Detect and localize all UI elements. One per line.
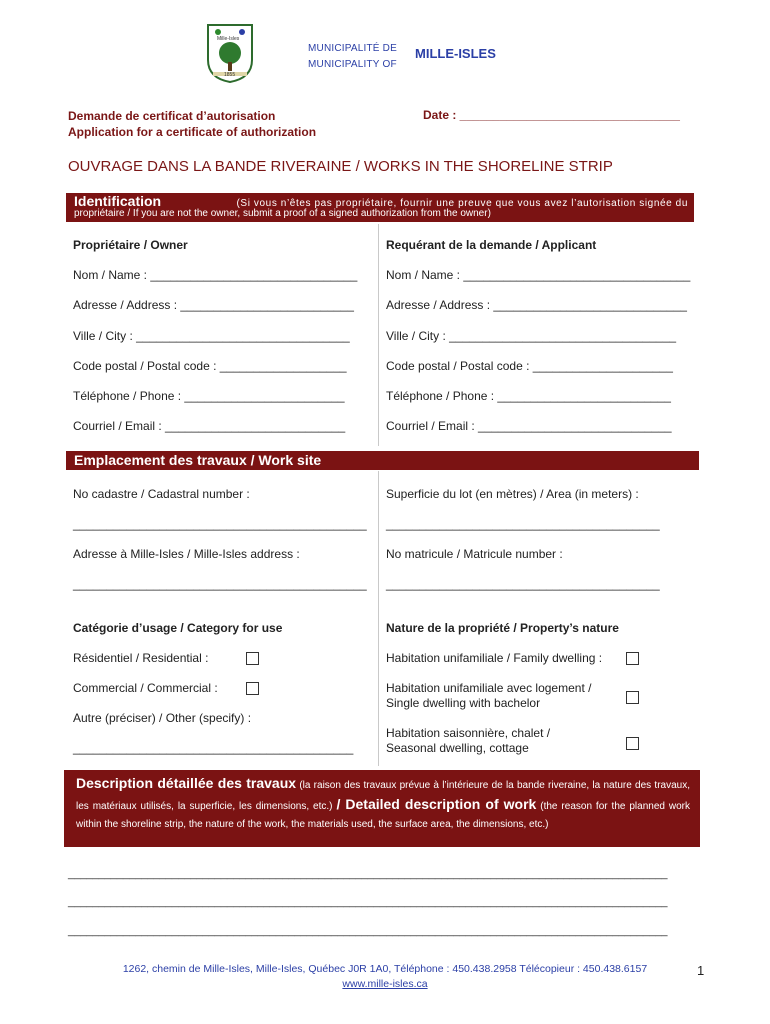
description-section-header bbox=[64, 770, 700, 847]
roll-number-label: No matricule / Matricule number : bbox=[386, 547, 563, 561]
single-family-label: Habitation unifamiliale / Family dwelling : bbox=[386, 651, 603, 665]
site-address-field[interactable]: ____________________________________________ bbox=[73, 577, 367, 591]
description-heading-en: / Detailed description of work bbox=[336, 796, 537, 812]
other-specify-field[interactable]: __________________________________________ bbox=[73, 741, 354, 755]
lot-area-field[interactable]: _________________________________________ bbox=[386, 517, 660, 531]
work-site-section-header: Emplacement des travaux / Work site bbox=[66, 451, 699, 470]
identification-section-header bbox=[66, 193, 694, 222]
municipal-crest-logo bbox=[205, 22, 255, 84]
identification-note-line2: propriétaire / If you are not the owner, submit a proof of a signed authorization from the owner) bbox=[74, 208, 491, 219]
owner-address-field[interactable]: Adresse / Address : __________________________ bbox=[73, 298, 354, 312]
municipality-prefix-en: MUNICIPALITY OF bbox=[308, 59, 397, 70]
owner-heading: Propriétaire / Owner bbox=[73, 238, 188, 252]
description-note-en: (the reason for the planned work within the shoreline strip, the nature of the work, the materials used, the surface area, the dimensions, etc.) bbox=[76, 801, 691, 830]
cadastre-label: No cadastre / Cadastral number : bbox=[73, 487, 250, 501]
roll-number-field[interactable]: _________________________________________ bbox=[386, 577, 660, 591]
applicant-name-field[interactable]: Nom / Name : __________________________________ bbox=[386, 268, 691, 282]
municipality-prefix-fr: MUNICIPALITÉ DE bbox=[308, 43, 397, 54]
applicant-heading: Requérant de la demande / Applicant bbox=[386, 238, 597, 252]
commercial-label: Commercial / Commercial : bbox=[73, 681, 218, 695]
crest-text: Mille-Isles bbox=[217, 36, 240, 42]
footer-address: 1262, chemin de Mille-Isles, Mille-Isles, Québec J0R 1A0, Téléphone : 450.438.2958 Télécopieur : 450.438.6157 bbox=[122, 963, 648, 975]
municipality-prefix bbox=[308, 41, 397, 73]
identification-heading: Identification bbox=[74, 193, 162, 209]
bachelor-label-line2: Single dwelling with bachelor bbox=[386, 696, 541, 710]
form-title: OUVRAGE DANS LA BANDE RIVERAINE / WORKS IN THE SHORELINE STRIP bbox=[68, 158, 613, 175]
applicant-city-field[interactable]: Ville / City : __________________________________ bbox=[386, 329, 677, 343]
request-title bbox=[68, 108, 316, 140]
seasonal-checkbox[interactable] bbox=[626, 737, 639, 750]
site-address-label: Adresse à Mille-Isles / Mille-Isles address : bbox=[73, 547, 300, 561]
category-heading: Catégorie d’usage / Category for use bbox=[73, 621, 283, 635]
owner-phone-field[interactable]: Téléphone / Phone : ________________________ bbox=[73, 389, 345, 403]
applicant-email-field[interactable]: Courriel / Email : _____________________________ bbox=[386, 419, 672, 433]
applicant-address-field[interactable]: Adresse / Address : _____________________________ bbox=[386, 298, 687, 312]
municipality-name: MILLE-ISLES bbox=[415, 46, 496, 61]
owner-city-field[interactable]: Ville / City : ________________________________ bbox=[73, 329, 350, 343]
residential-checkbox[interactable] bbox=[246, 652, 259, 665]
other-label: Autre (préciser) / Other (specify) : bbox=[73, 711, 252, 725]
description-line-3[interactable]: __________________________________________________________________________________________________ bbox=[68, 925, 668, 937]
request-title-en: Application for a certificate of authorization bbox=[68, 125, 317, 139]
property-nature-heading: Nature de la propriété / Property’s nature bbox=[386, 621, 619, 635]
column-divider-middle bbox=[378, 471, 379, 766]
owner-email-field[interactable]: Courriel / Email : ___________________________ bbox=[73, 419, 346, 433]
bachelor-checkbox[interactable] bbox=[626, 691, 639, 704]
single-family-checkbox[interactable] bbox=[626, 652, 639, 665]
cadastre-field[interactable]: ____________________________________________ bbox=[73, 517, 367, 531]
owner-postal-field[interactable]: Code postal / Postal code : ___________________ bbox=[73, 359, 347, 373]
footer bbox=[0, 962, 770, 992]
description-line-1[interactable]: __________________________________________________________________________________________________ bbox=[68, 868, 668, 880]
website-link[interactable]: www.mille-isles.ca bbox=[342, 978, 428, 990]
page-number: 1 bbox=[697, 963, 705, 978]
description-line-2[interactable]: __________________________________________________________________________________________________ bbox=[68, 896, 668, 908]
date-field[interactable]: Date : _________________________________ bbox=[423, 108, 680, 122]
residential-label: Résidentiel / Residential : bbox=[73, 651, 209, 665]
commercial-checkbox[interactable] bbox=[246, 682, 259, 695]
request-title-fr: Demande de certificat d’autorisation bbox=[68, 109, 276, 123]
seasonal-label-line1: Habitation saisonnière, chalet / bbox=[386, 726, 551, 740]
bachelor-label-line1: Habitation unifamiliale avec logement / bbox=[386, 681, 592, 695]
owner-name-field[interactable]: Nom / Name : _______________________________ bbox=[73, 268, 358, 282]
seasonal-label-line2: Seasonal dwelling, cottage bbox=[386, 741, 529, 755]
applicant-postal-field[interactable]: Code postal / Postal code : _____________________ bbox=[386, 359, 673, 373]
description-heading-fr: Description détaillée des travaux bbox=[76, 775, 297, 791]
description-note-fr: (la raison des travaux prévue à l’intérieure de la bande riveraine, la nature des travaux, les matériaux utilisés, la superficie, les dimensions, etc.) bbox=[76, 780, 691, 812]
column-divider-top bbox=[378, 224, 379, 446]
lot-area-label: Superficie du lot (en mètres) / Area (in meters) : bbox=[386, 487, 639, 501]
applicant-phone-field[interactable]: Téléphone / Phone : __________________________ bbox=[386, 389, 671, 403]
identification-note-line1: (Si vous n’êtes pas propriétaire, fournir une preuve que vous avez l’autorisation signée du bbox=[236, 198, 688, 209]
crest-year: 1855 bbox=[224, 72, 236, 78]
